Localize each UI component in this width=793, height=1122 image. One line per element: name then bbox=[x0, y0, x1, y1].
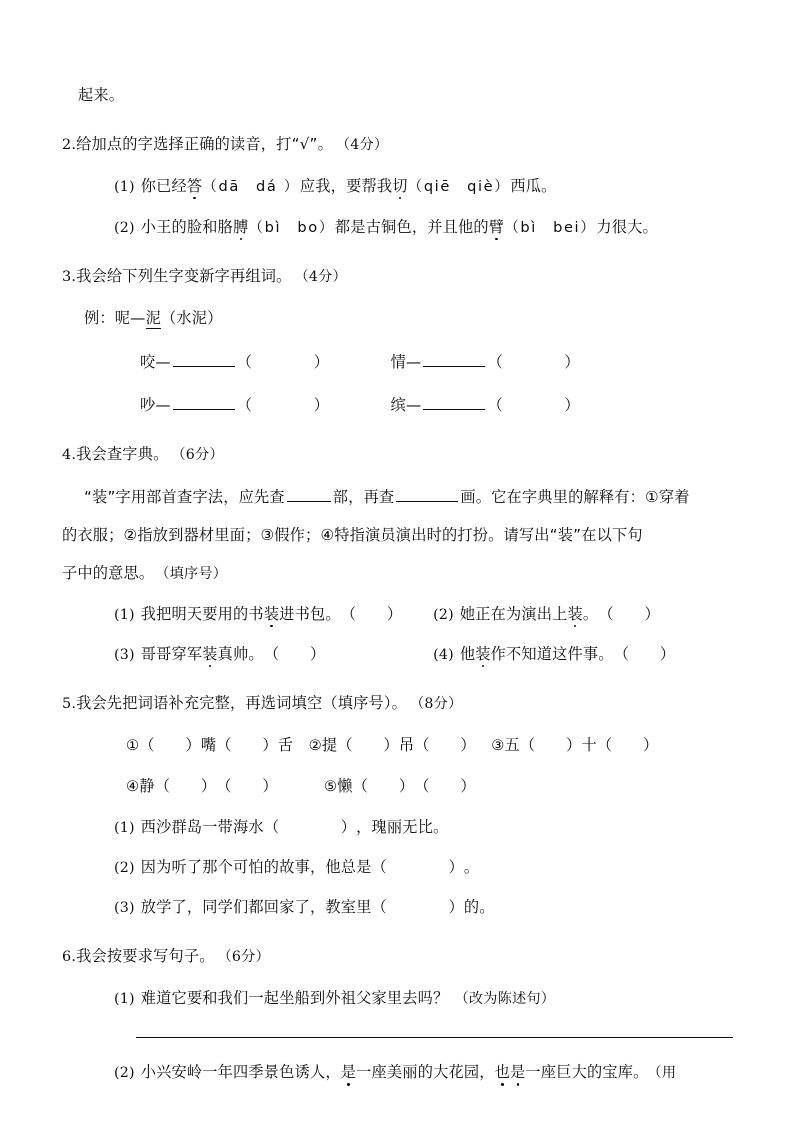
item-label: (3) bbox=[114, 900, 135, 916]
item-label: (1) bbox=[114, 991, 135, 1008]
item-text-a: 小王的脸和胳 bbox=[140, 217, 234, 236]
question-4-items-row-2 bbox=[62, 647, 735, 662]
question-4-items-row-1 bbox=[62, 607, 735, 622]
emphasized-char: 也 bbox=[494, 1063, 511, 1082]
idiom-blank[interactable]: （ ） bbox=[216, 777, 278, 795]
item-text-pre: 她正在为演出上 bbox=[459, 605, 568, 623]
item-instruction: （改为陈述句） bbox=[454, 991, 556, 1008]
fill-answer-slot[interactable]: （ ） bbox=[371, 857, 464, 876]
column-gap bbox=[329, 355, 391, 370]
example-prefix: 例：呢— bbox=[84, 309, 146, 328]
idiom-blank[interactable]: （ ） bbox=[519, 736, 582, 755]
item-label: (1) bbox=[114, 179, 135, 196]
item-label: (3) bbox=[114, 647, 135, 664]
source-char: 缤— bbox=[390, 395, 422, 414]
column-gap bbox=[278, 779, 324, 794]
fill-text-pre: 因为听了那个可怕的故事，他总是 bbox=[140, 857, 372, 876]
question-3-example bbox=[62, 311, 735, 326]
item-label: (2) bbox=[433, 607, 454, 623]
emphasized-char: 装 bbox=[263, 605, 280, 623]
spacer bbox=[62, 875, 735, 900]
spacer bbox=[62, 662, 735, 692]
idiom-blank[interactable]: （ ） bbox=[139, 736, 201, 755]
spacer bbox=[62, 915, 735, 945]
idiom-blank[interactable]: （ ） bbox=[352, 777, 415, 795]
spacer bbox=[62, 1038, 735, 1065]
pinyin-choice-2[interactable]: （bì bei） bbox=[504, 218, 597, 236]
item-text-b: 都是古铜色，并且他的 bbox=[334, 217, 489, 236]
word-answer-slot[interactable]: （ ） bbox=[487, 352, 580, 371]
emphasized-char: 切 bbox=[392, 177, 408, 196]
answer-slot[interactable]: （ ） bbox=[263, 645, 326, 664]
spacer bbox=[62, 754, 735, 779]
idiom-char: 静 bbox=[139, 777, 155, 795]
question-5-score: （8分） bbox=[417, 696, 463, 713]
word-answer-slot[interactable]: （ ） bbox=[487, 395, 580, 414]
answer-slot[interactable]: （ ） bbox=[613, 645, 676, 664]
question-3-row-2 bbox=[62, 395, 735, 413]
idiom-blank[interactable]: （ ） bbox=[414, 736, 476, 755]
question-6-number: 6. bbox=[62, 949, 77, 966]
answer-slot[interactable]: （ ） bbox=[598, 605, 660, 623]
question-4-heading bbox=[62, 443, 735, 464]
fill-text-post: 。 bbox=[463, 857, 480, 876]
item-text-pre: 我把明天要用的书 bbox=[140, 605, 264, 623]
question-2-score: （4分） bbox=[342, 137, 389, 154]
question-5-fill-1 bbox=[62, 817, 735, 836]
spacer bbox=[62, 622, 735, 647]
question-5-number: 5. bbox=[62, 696, 77, 713]
question-2-number: 2. bbox=[62, 137, 77, 154]
continuation-line bbox=[62, 88, 735, 103]
item-text-pre: 他 bbox=[459, 645, 476, 664]
question-4-number: 4. bbox=[62, 447, 77, 463]
example-suffix: （水泥） bbox=[160, 309, 223, 328]
question-5-heading bbox=[62, 692, 735, 713]
idiom-blank[interactable]: （ ） bbox=[216, 736, 278, 755]
new-char-blank[interactable] bbox=[423, 352, 485, 367]
emphasized-char: 膊 bbox=[233, 217, 249, 236]
idiom-char: 懒 bbox=[337, 777, 353, 795]
idiom-blank[interactable]: （ ） bbox=[414, 777, 476, 795]
item-label: (2) bbox=[114, 1065, 135, 1082]
question-4-body-line-2 bbox=[62, 516, 735, 554]
stroke-count-blank[interactable] bbox=[396, 487, 458, 502]
pinyin-choice-1[interactable]: （bì bo） bbox=[248, 218, 335, 236]
emphasized-char: 装 bbox=[567, 605, 583, 623]
question-4-score: （6分） bbox=[178, 447, 224, 463]
item-text-pre: 哥哥穿军 bbox=[140, 645, 203, 664]
question-2-title: 给加点的字选择正确的读音，打“√”。 bbox=[76, 135, 333, 154]
body-text-d: 的衣服；②指放到器材里面；③假作；④特指演员演出时的打扮。请写出“装”在以下句 bbox=[62, 526, 643, 544]
item-text-a: 你已经 bbox=[140, 177, 187, 196]
idiom-blank[interactable]: （ ） bbox=[154, 777, 217, 795]
column-gap bbox=[325, 647, 433, 662]
new-char-blank[interactable] bbox=[173, 352, 235, 367]
spacer bbox=[62, 286, 735, 311]
item-text-pre: 小兴安岭一年四季景色诱人， bbox=[140, 1063, 341, 1082]
idiom-char-tail: 舌 bbox=[277, 736, 294, 755]
item-text-post: 一座巨大的宝库。 bbox=[525, 1063, 649, 1082]
idiom-char: 五 bbox=[504, 736, 520, 755]
question-4-title: 我会查字典。 bbox=[76, 445, 169, 463]
question-6-score: （6分） bbox=[224, 949, 270, 966]
question-4-body-line-3 bbox=[62, 554, 735, 593]
item-text-b: 应我，要帮我 bbox=[299, 177, 393, 196]
source-char: 咬— bbox=[140, 352, 171, 371]
item-label: (2) bbox=[114, 859, 135, 876]
spacer bbox=[62, 835, 735, 860]
spacer bbox=[62, 154, 735, 179]
spacer bbox=[62, 413, 735, 443]
spacer bbox=[62, 713, 735, 738]
body-text-c: 画。它在字典里的解释有：①穿着 bbox=[460, 488, 690, 506]
answer-slot[interactable]: （ ） bbox=[340, 605, 403, 623]
new-char-blank[interactable] bbox=[173, 395, 235, 410]
question-4-body-line-1 bbox=[62, 478, 735, 516]
idiom-blank[interactable]: （ ） bbox=[337, 736, 399, 755]
item-label: (4) bbox=[433, 647, 454, 664]
spacer bbox=[62, 1006, 735, 1037]
idiom-marker: ③ bbox=[491, 737, 505, 755]
word-answer-slot[interactable]: （ ） bbox=[236, 395, 330, 414]
question-2-item-2 bbox=[62, 217, 735, 236]
question-3-row-1 bbox=[62, 352, 735, 370]
idiom-marker: ④ bbox=[126, 778, 140, 795]
column-gap bbox=[329, 398, 391, 413]
item-label: (1) bbox=[114, 607, 135, 623]
idiom-marker: ⑤ bbox=[323, 778, 338, 795]
item-label: (1) bbox=[114, 819, 135, 836]
emphasized-char: 臂 bbox=[488, 217, 505, 236]
spacer bbox=[62, 795, 735, 820]
idiom-char: 嘴 bbox=[200, 736, 217, 755]
question-5-fill-3 bbox=[62, 900, 735, 915]
column-gap bbox=[476, 738, 491, 753]
fill-text-post: ，瑰丽无比。 bbox=[356, 817, 449, 836]
idiom-marker: ② bbox=[308, 737, 322, 755]
item-text-post: 进书包。 bbox=[279, 605, 341, 623]
question-3-score: （4分） bbox=[301, 269, 347, 286]
fill-text-pre: 放学了，同学们都回家了，教室里 bbox=[140, 898, 372, 916]
pinyin-choice-2[interactable]: （qiē qiè） bbox=[407, 178, 511, 196]
spacer bbox=[62, 370, 735, 395]
emphasized-char: 是 bbox=[340, 1063, 357, 1082]
fill-text-pre: 西沙群岛一带海水 bbox=[140, 817, 264, 836]
item-sentence: 难道它要和我们一起坐船到外祖父家里去吗？ bbox=[140, 989, 449, 1008]
item-label: (2) bbox=[114, 219, 135, 236]
continuation-text: 起来。 bbox=[78, 86, 125, 104]
idiom-char: 提 bbox=[321, 736, 338, 755]
item-instruction: （用 bbox=[654, 1065, 677, 1082]
idiom-marker: ① bbox=[126, 737, 140, 755]
item-text-post: 真帅。 bbox=[217, 645, 264, 664]
question-2-item-1 bbox=[62, 179, 735, 195]
body-note: （填序号） bbox=[162, 566, 228, 582]
question-5-idioms-row-2 bbox=[62, 779, 735, 795]
word-answer-slot[interactable]: （ ） bbox=[236, 352, 330, 371]
body-text-e: 子中的意思。 bbox=[62, 564, 155, 582]
fill-answer-slot[interactable]: （ ） bbox=[263, 817, 357, 836]
example-answer-word: 泥 bbox=[145, 309, 161, 328]
question-5-fill-2 bbox=[62, 857, 735, 876]
pinyin-choice-1[interactable]: （dā dá ） bbox=[202, 178, 300, 196]
question-2-heading bbox=[62, 133, 735, 154]
item-text-mid: 一座美丽的大花园， bbox=[356, 1063, 495, 1082]
question-5-idioms-row-1 bbox=[62, 738, 735, 754]
question-6-item-1 bbox=[62, 991, 735, 1006]
source-char: 情— bbox=[390, 352, 422, 371]
spacer bbox=[62, 235, 735, 265]
fill-answer-slot[interactable]: （ ） bbox=[371, 898, 464, 916]
spacer bbox=[62, 966, 735, 991]
item-text-c: 西瓜。 bbox=[510, 177, 557, 196]
question-6-item-2 bbox=[62, 1065, 735, 1080]
spacer bbox=[62, 464, 735, 478]
question-6-heading bbox=[62, 945, 735, 966]
question-3-title: 我会给下列生字变新字再组词。 bbox=[76, 267, 292, 286]
item-text-post: 作不知道这件事。 bbox=[490, 645, 614, 664]
idiom-char: 吊 bbox=[398, 736, 415, 755]
question-3-number: 3. bbox=[62, 269, 77, 286]
source-char: 吵— bbox=[140, 395, 171, 414]
emphasized-char: 装 bbox=[202, 645, 218, 664]
fill-text-post: 的。 bbox=[463, 898, 495, 916]
question-5-title: 我会先把词语补充完整，再选词填空（填序号）。 bbox=[76, 694, 408, 713]
body-text-b: 部，再查 bbox=[332, 488, 395, 506]
radical-blank[interactable] bbox=[287, 487, 331, 502]
new-char-blank[interactable] bbox=[423, 395, 485, 410]
question-6-title: 我会按要求写句子。 bbox=[76, 947, 215, 966]
spacer bbox=[62, 103, 735, 133]
question-3-heading bbox=[62, 265, 735, 286]
emphasized-char: 答 bbox=[186, 177, 203, 196]
item-text-post: 。 bbox=[582, 605, 599, 623]
column-gap bbox=[293, 738, 308, 753]
spacer bbox=[62, 327, 735, 352]
emphasized-char: 是 bbox=[510, 1063, 526, 1082]
body-text-a: “装”字用部首查字法，应先查 bbox=[84, 488, 285, 506]
emphasized-char: 装 bbox=[475, 645, 491, 664]
column-gap bbox=[402, 607, 433, 622]
idiom-char: 十 bbox=[581, 736, 597, 755]
item-text-c: 力很大。 bbox=[596, 217, 658, 236]
idiom-blank[interactable]: （ ） bbox=[596, 736, 659, 755]
